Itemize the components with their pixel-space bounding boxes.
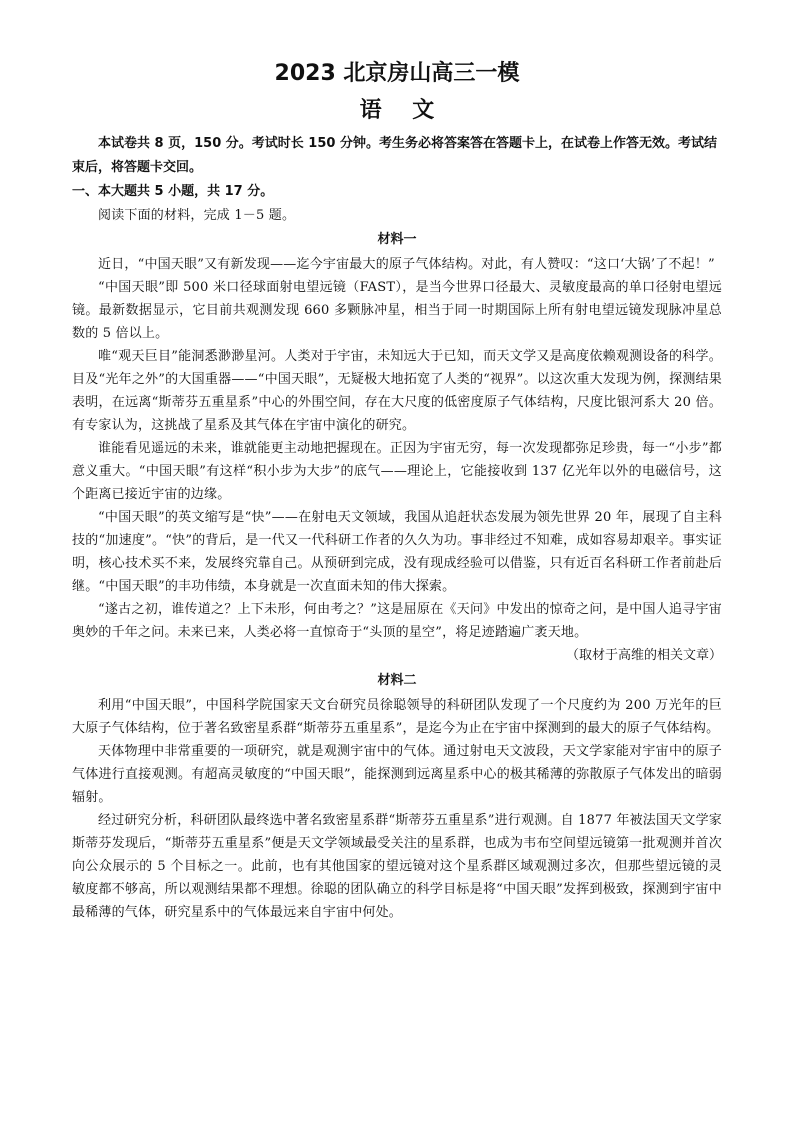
subject-title: 语 文 bbox=[359, 98, 435, 123]
exam-page bbox=[72, 58, 722, 924]
material1-paragraph: “中国天眼”的英文缩写是“快”——在射电天文领域，我国从追赶状态发展为领先世界 20 年，展现了自主科技的“加速度”。“快”的背后，是一代又一代科研工作者的久久为功。事非经过不知难，成如容易却艰辛。事实证明，核心技术买不来，发展终究靠自己。从预研到完成，没有现成经验可以借鉴，只有近百名科研工作者前赴后继。“中国天眼”的丰功伟绩，本身就是一次直面未知的伟大探索。 bbox=[72, 510, 722, 594]
task-instruction: 阅读下面的材料，完成 1－5 题。 bbox=[98, 208, 296, 223]
material1-paragraph: “遂古之初，谁传道之？上下未形，何由考之？”这是屈原在《天问》中发出的惊奇之问，是中国人追寻宇宙奥妙的千年之问。未来已来，人类必将一直惊奇于“头顶的星空”，将足迹踏遍广袤天地。 bbox=[72, 602, 722, 640]
material1-paragraph: 近日，“中国天眼”又有新发现——迄今宇宙最大的原子气体结构。对此，有人赞叹：“这口‘大锅’了不起！” bbox=[98, 257, 715, 272]
material1-paragraph: “中国天眼”即 500 米口径球面射电望远镜（FAST），是当今世界口径最大、灵敏度最高的单口径射电望远镜。最新数据显示，它目前共观测发现 660 多颗脉冲星，相当于同一时期国际上所有射电望远镜发现脉冲星总数的 5 倍以上。 bbox=[72, 280, 722, 341]
section-heading: 一、本大题共 5 小题，共 17 分。 bbox=[72, 184, 274, 199]
material1-source: （取材于高维的相关文章） bbox=[565, 648, 722, 663]
exam-notice: 本试卷共 8 页，150 分。考试时长 150 分钟。考生务必将答案答在答题卡上，在试卷上作答无效。考试结束后，将答题卡交回。 bbox=[72, 136, 717, 175]
material1-paragraph: 唯“观天巨目”能洞悉渺渺星河。人类对于宇宙，未知远大于已知，而天文学又是高度依赖观测设备的科学。目及“光年之外”的大国重器——“中国天眼”，无疑极大地拓宽了人类的“视界”。以这次重大发现为例，探测结果表明，在远离“斯蒂芬五重星系”中心的外围空间，存在大尺度的低密度原子气体结构，尺度比银河系大 20 倍。有专家认为，这挑战了星系及其气体在宇宙中演化的研究。 bbox=[72, 349, 722, 433]
exam-title: 2023 北京房山高三一模 bbox=[274, 61, 520, 86]
material2-paragraph: 天体物理中非常重要的一项研究，就是观测宇宙中的气体。通过射电天文波段，天文学家能对宇宙中的原子气体进行直接观测。有超高灵敏度的“中国天眼”，能探测到远离星系中心的极其稀薄的弥散原子气体发出的暗弱辐射。 bbox=[72, 744, 722, 805]
material1-title: 材料一 bbox=[377, 232, 417, 247]
material1-paragraph: 谁能看见遥远的未来，谁就能更主动地把握现在。正因为宇宙无穷，每一次发现都弥足珍贵，每一“小步”都意义重大。“中国天眼”有这样“积小步为大步”的底气——理论上，它能接收到 137 亿光年以外的电磁信号，这个距离已接近宇宙的边缘。 bbox=[72, 441, 722, 502]
material2-paragraph: 利用“中国天眼”，中国科学院国家天文台研究员徐聪领导的科研团队发现了一个尺度约为 200 万光年的巨大原子气体结构，位于著名致密星系群“斯蒂芬五重星系”，是迄今为止在宇宙中探测到的最大的原子气体结构。 bbox=[72, 698, 722, 736]
material2-title: 材料二 bbox=[377, 673, 417, 688]
material2-paragraph: 经过研究分析，科研团队最终选中著名致密星系群“斯蒂芬五重星系”进行观测。自 1877 年被法国天文学家斯蒂芬发现后，“斯蒂芬五重星系”便是天文学领域最受关注的星系群，也成为韦布空间望远镜第一批观测并首次向公众展示的 5 个目标之一。此前，也有其他国家的望远镜对这个星系群区域观测过多次，但那些望远镜的灵敏度都不够高，所以观测结果都不理想。徐聪的团队确立的科学目标是将“中国天眼”发挥到极致，探测到宇宙中最稀薄的气体，研究星系中的气体最远来自宇宙中何处。 bbox=[72, 813, 722, 920]
